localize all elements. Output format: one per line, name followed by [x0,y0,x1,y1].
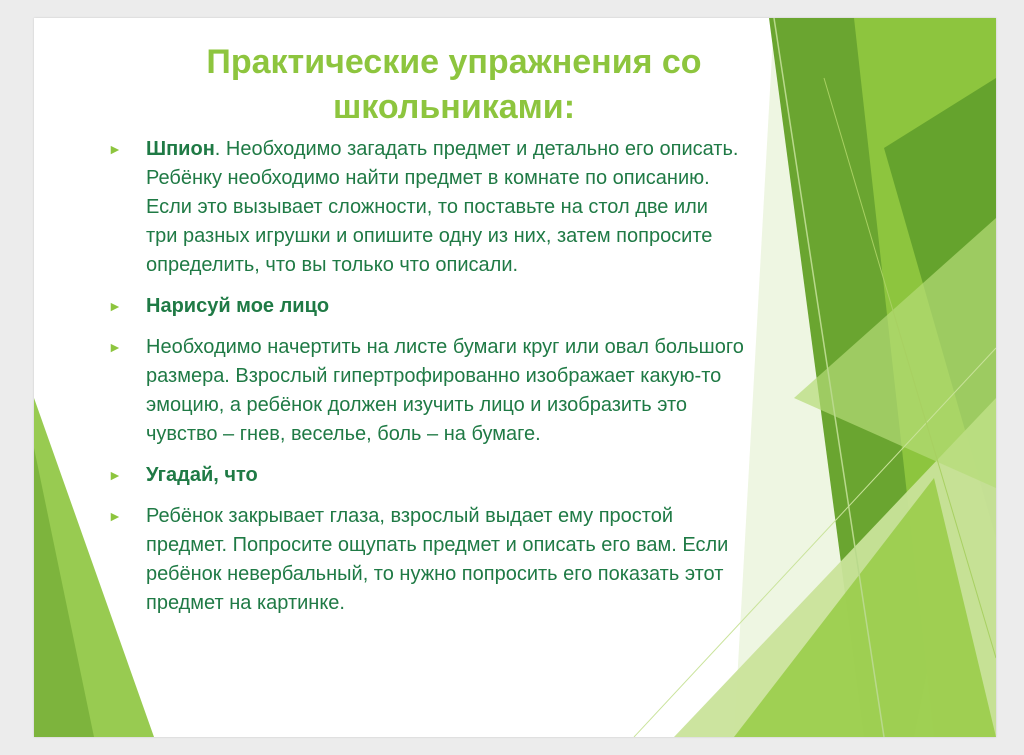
item-heading: Нарисуй мое лицо [146,295,330,317]
triangle-bullet-icon: ► [108,508,122,524]
item-text: . Необходимо загадать предмет и детально его описать. Ребёнку необходимо найти предмет в комнате по описанию. Если это вызывает сложности, то поставьте на стол две или три разных игрушки и опишите одну из них, затем попросите определить, что вы только что описали. [146,138,739,276]
item-text: Необходимо начертить на листе бумаги круг или овал большого размера. Взрослый гипертрофированно изображает какую-то эмоцию, а ребёнок должен изучить лицо и изобразить это чувство – гнев, веселье, боль – на бумаге. [146,336,744,445]
triangle-bullet-icon: ► [108,339,122,355]
item-text: Ребёнок закрывает глаза, взрослый выдает ему простой предмет. Попросите ощупать предмет и описать его вам. Если ребёнок невербальный, то нужно попросить его показать этот предмет на картинке. [146,505,729,614]
slide-title [94,40,814,130]
slide [34,18,996,737]
list-item-guess-heading [104,461,744,490]
triangle-bullet-icon: ► [108,467,122,483]
title-line-1: Практические упражнения со [206,43,702,81]
item-heading: Шпион [146,138,215,160]
list-item-draw-face-heading [104,292,744,321]
bullet-list [104,135,744,630]
list-item-spy [104,135,744,280]
list-item-draw-face-text [104,333,744,449]
item-heading: Угадай, что [146,464,258,486]
title-line-2: школьниками: [332,88,576,126]
list-item-guess-text [104,502,744,618]
triangle-bullet-icon: ► [108,298,122,314]
triangle-bullet-icon: ► [108,141,122,157]
